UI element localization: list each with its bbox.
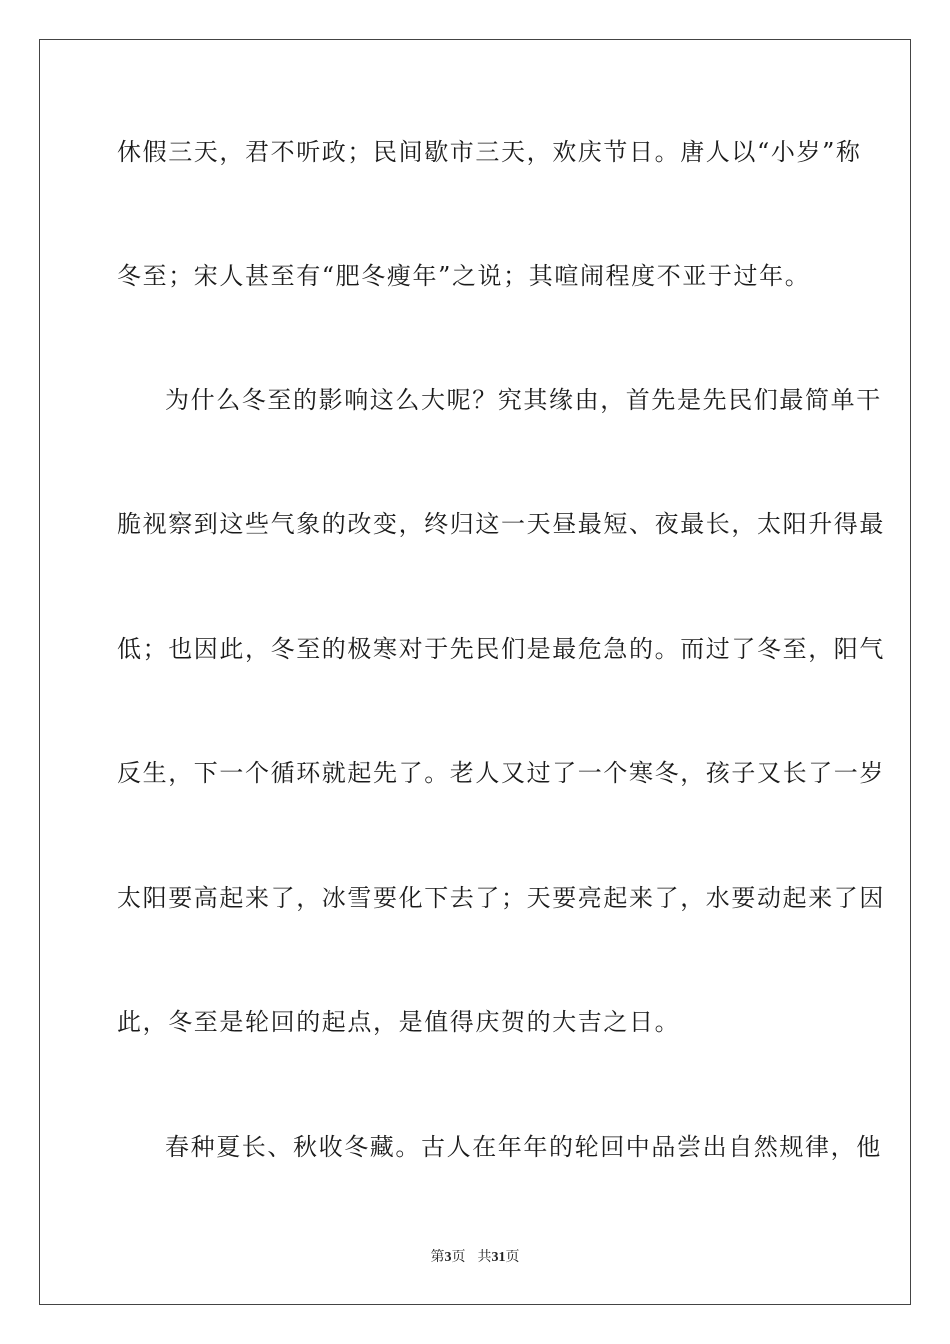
paragraph-2-line-5: 太阳要高起来了，冰雪要化下去了；天要亮起来了，水要动起来了因	[117, 884, 885, 912]
page-prefix: 第	[430, 1249, 445, 1265]
paragraph-3-line-1: 春种夏长、秋收冬藏。古人在年年的轮回中品尝出自然规律，他	[165, 1133, 882, 1161]
paragraph-2-line-4: 反生，下一个循环就起先了。老人又过了一个寒冬，孩子又长了一岁	[117, 759, 885, 787]
page-border	[39, 39, 911, 1305]
paragraph-2-line-3: 低；也因此，冬至的极寒对于先民们是最危急的。而过了冬至，阳气	[117, 635, 885, 663]
total-suffix: 页	[505, 1249, 520, 1265]
body-text-line-1: 休假三天，君不听政；民间歇市三天，欢庆节日。唐人以“小岁”称	[117, 138, 862, 166]
body-text-line-2: 冬至；宋人甚至有“肥冬瘦年”之说；其喧闹程度不亚于过年。	[117, 262, 811, 290]
page-number: 3	[444, 1250, 452, 1265]
paragraph-2-line-6: 此，冬至是轮回的起点，是值得庆贺的大吉之日。	[117, 1008, 681, 1036]
paragraph-2-line-2: 脆视察到这些气象的改变，终归这一天昼最短、夜最长，太阳升得最	[117, 510, 885, 538]
total-prefix: 共	[477, 1249, 492, 1265]
page-suffix: 页	[451, 1249, 466, 1265]
total-pages: 31	[491, 1250, 506, 1265]
paragraph-2-line-1: 为什么冬至的影响这么大呢？究其缘由，首先是先民们最简单干	[165, 386, 882, 414]
page-footer	[0, 1248, 950, 1267]
